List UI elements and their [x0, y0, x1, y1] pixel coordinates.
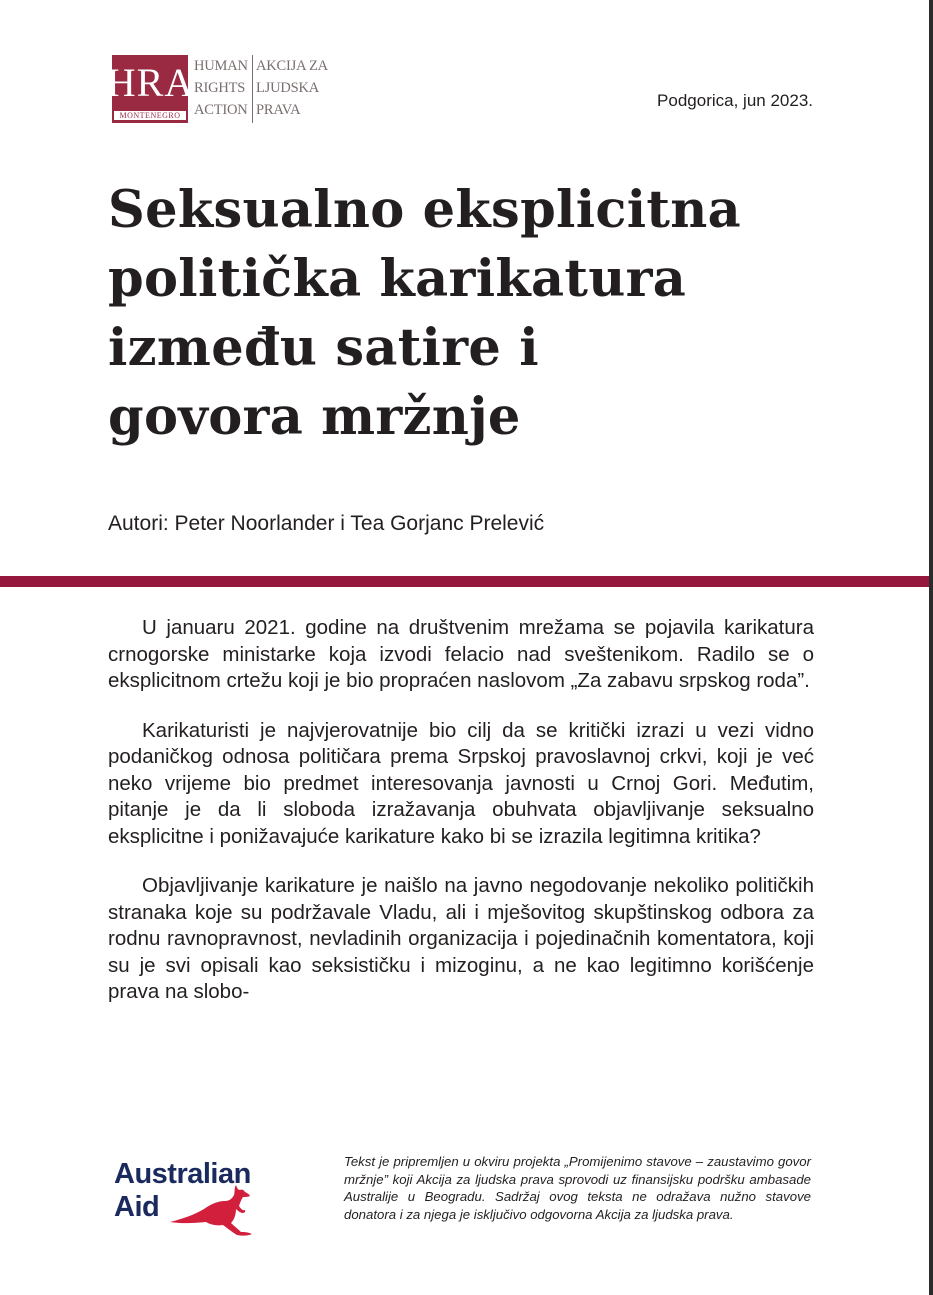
- paragraph: U januaru 2021. godine na društvenim mrežama se pojavila karikatura crnogorske ministarke koja izvodi felacio nad sveštenikom. Radilo se o eksplicitnom crtežu koji je bio propraćen naslovom „Za zabavu srpskog roda”.: [108, 616, 814, 692]
- logo-me-line: AKCIJA ZA: [256, 58, 328, 74]
- logo-letter-r: R: [136, 60, 164, 105]
- document-title: [108, 176, 868, 452]
- logo-en-line: ACTION: [194, 102, 248, 118]
- australian-aid-logo: [114, 1158, 294, 1248]
- body-text: [108, 615, 814, 1029]
- aid-logo-line1: Australian: [114, 1158, 251, 1190]
- title-line: govora mržnje: [108, 387, 521, 447]
- logo-subtitle: MONTENEGRO: [114, 111, 186, 120]
- logo-english-name: [194, 55, 253, 123]
- paragraph: Karikaturisti je najvjerovatnije bio cilj da se kritički izrazi u vezi vidno podaničkog odnosa političara prema Srpskoj pravoslavnoj crkvi, koji je već neko vrijeme bio predmet interesovanja javnosti u Crnoj Gori. Međutim, pitanje je da li sloboda izražavanja obuhvata objavljivanje seksualno eksplicitne i ponižavajuće karikature kako bi se izrazila legitimna kritika?: [108, 718, 814, 848]
- logo-en-line: HUMAN: [194, 58, 248, 74]
- section-divider: [0, 576, 929, 587]
- hra-logo-mark: [106, 55, 194, 123]
- aid-logo-line2: Aid: [114, 1191, 160, 1223]
- logo-letter-a: A: [164, 60, 194, 105]
- hra-logo-letters: [106, 55, 194, 111]
- page-edge-line: [929, 0, 933, 1295]
- logo-local-name: [256, 55, 328, 123]
- logo-me-line: LJUDSKA: [256, 80, 320, 96]
- authors-line: Autori: Peter Noorlander i Tea Gorjanc Prelević: [108, 512, 545, 535]
- logo-me-line: PRAVA: [256, 102, 301, 118]
- title-line: između satire i: [108, 318, 539, 378]
- dateline: Podgorica, jun 2023.: [657, 91, 813, 110]
- kangaroo-icon: [168, 1182, 258, 1240]
- funding-footnote: Tekst je pripremljen u okviru projekta „Promijenimo stavove – zaustavimo govor mržnje” koji Akcija za ljudska prava sprovodi uz finansijsku podršku ambasade Australije u Beogradu. Sadržaj ovog teksta ne odražava nužno stavove donatora i za njega je isključivo odgovorna Akcija za ljudska prava.: [344, 1154, 811, 1222]
- logo-en-line: RIGHTS: [194, 80, 246, 96]
- hra-logo: [106, 55, 328, 123]
- paragraph: Objavljivanje karikature je naišlo na javno negodovanje nekoliko političkih stranaka koje su podržavale Vladu, ali i mješovitog skupštinskog odbora za rodnu ravnopravnost, nevladinih organizacija i pojedinačnih komentatora, koji su je svi opisali kao seksističku i mizoginu, a ne kao legitimno korišćenje prava na slobo-: [108, 874, 814, 1003]
- title-line: Seksualno eksplicitna: [108, 180, 741, 240]
- title-line: politička karikatura: [108, 249, 687, 309]
- logo-letter-h: H: [106, 60, 136, 105]
